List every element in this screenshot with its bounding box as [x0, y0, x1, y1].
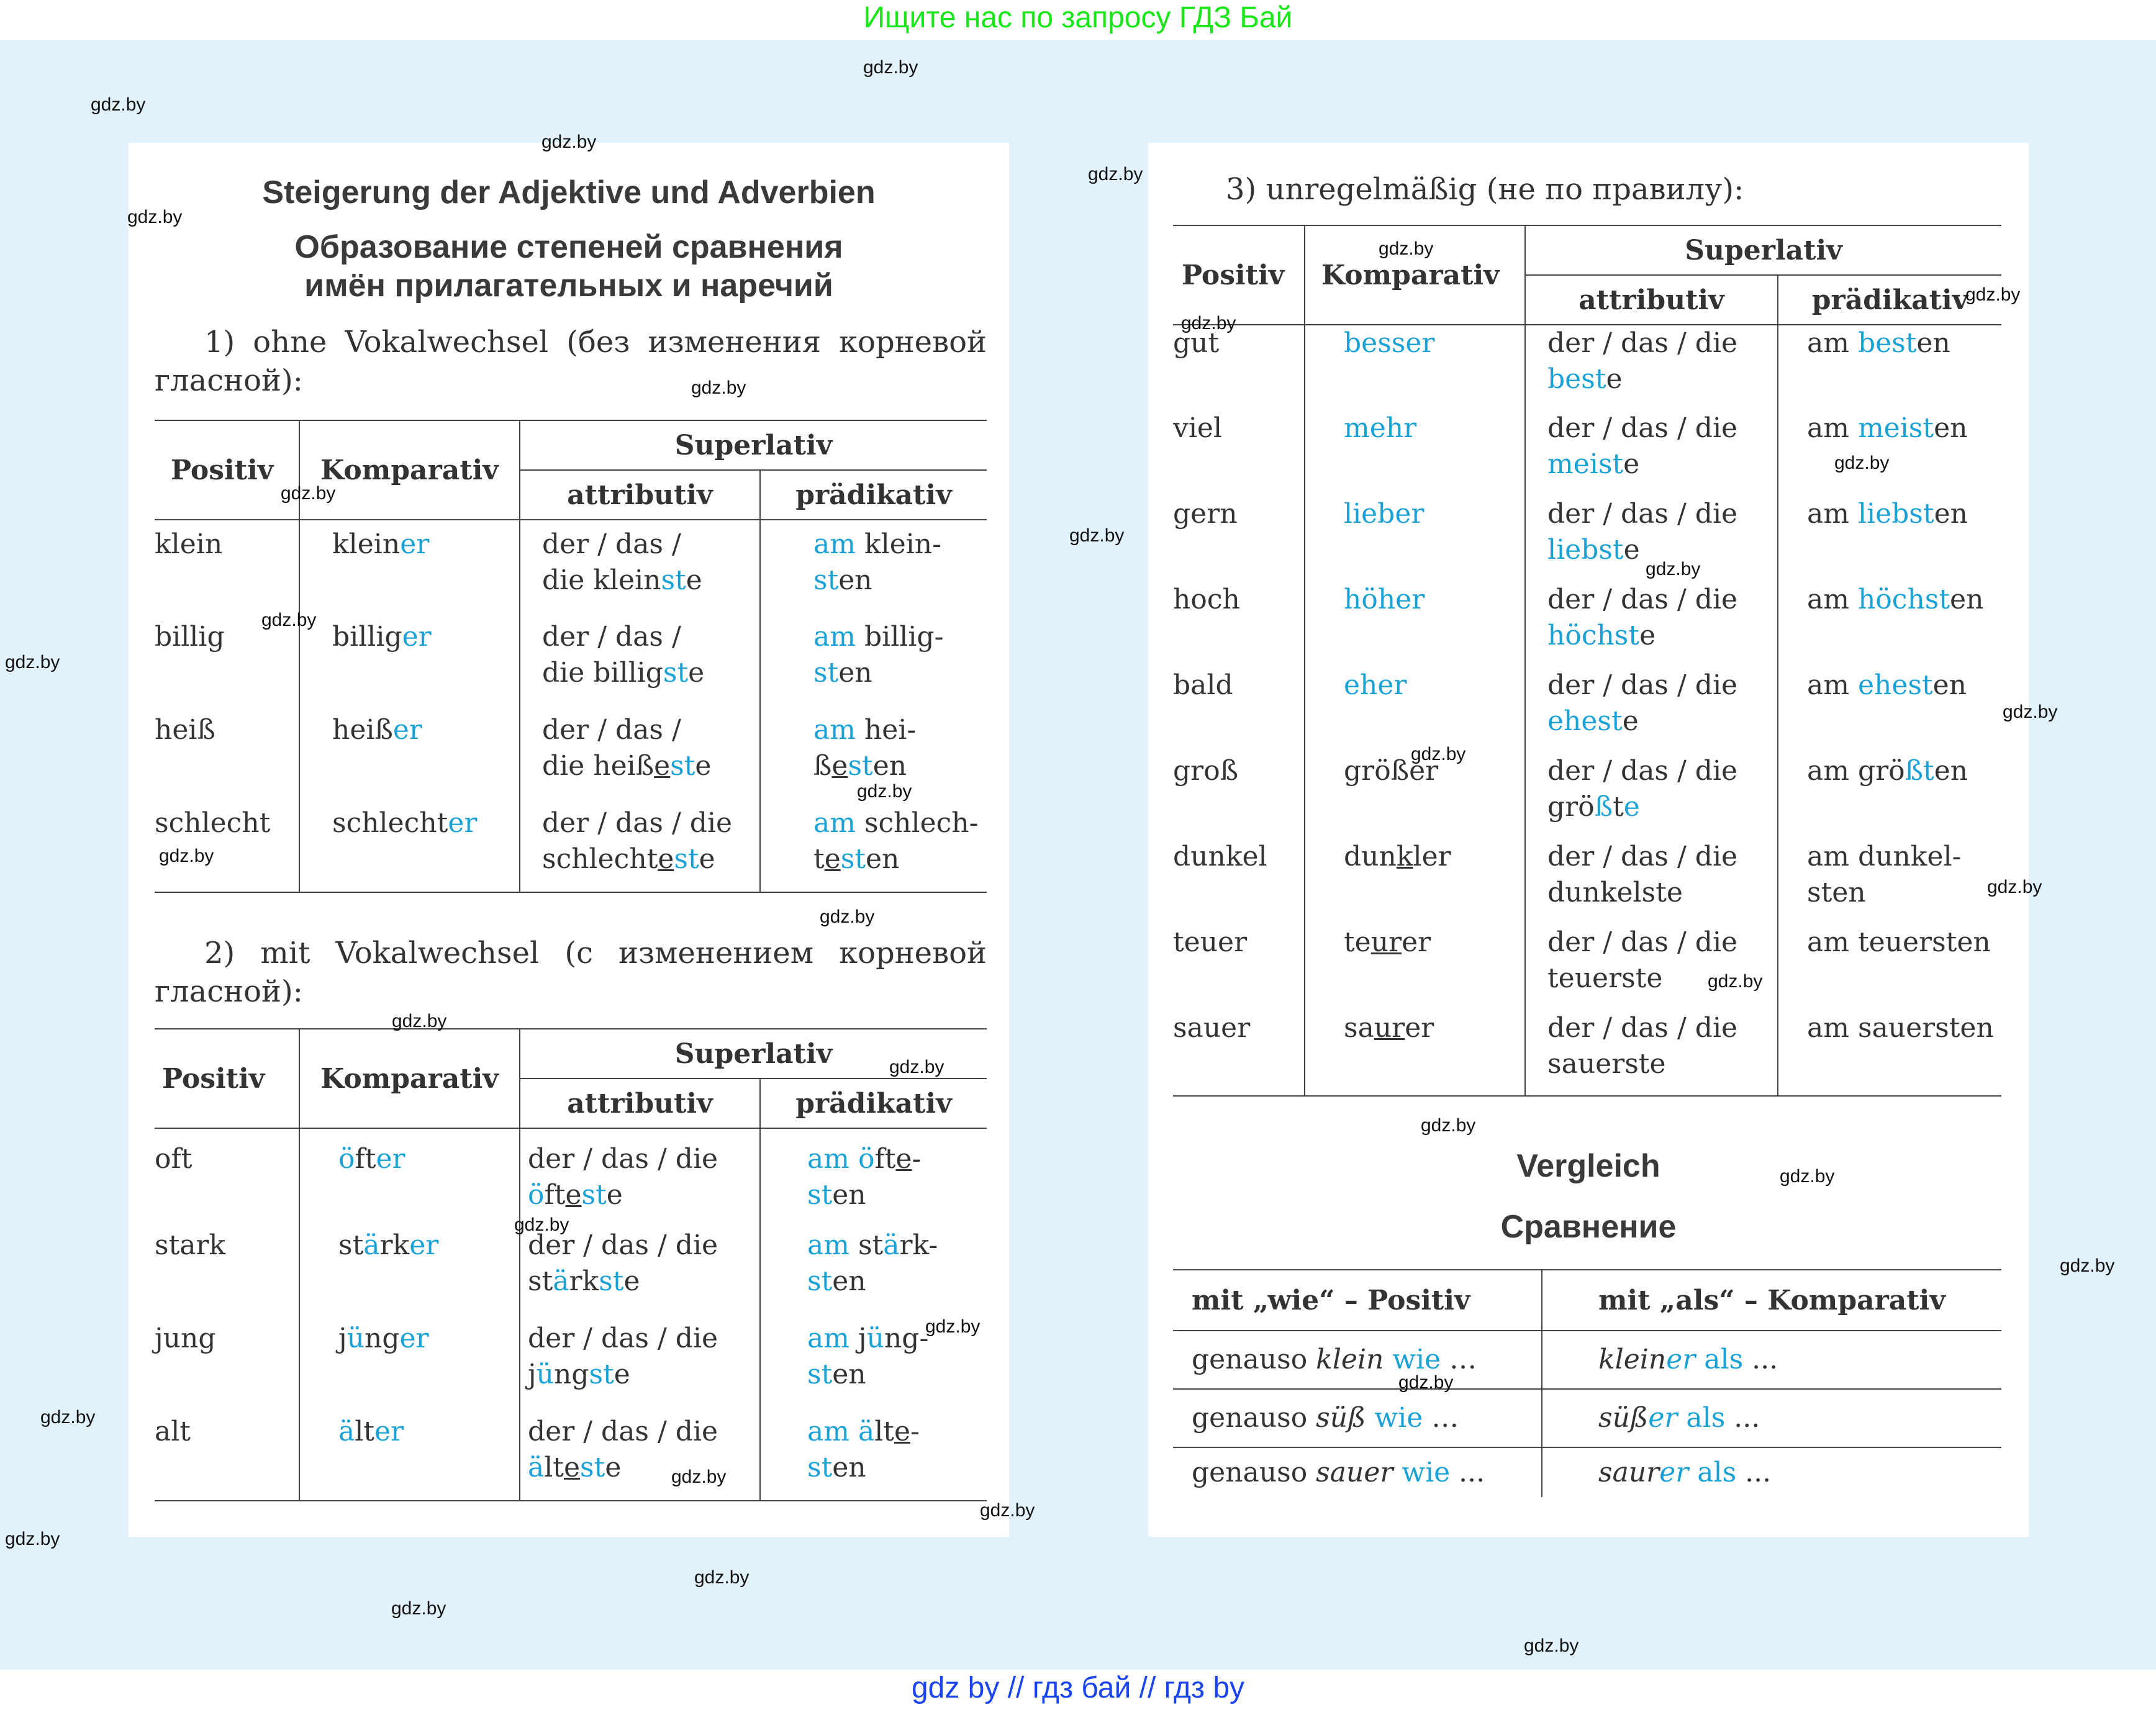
table-row: schlecht schlechter der / das / die schlechteste am schlech- testen — [155, 799, 987, 892]
watermark: gdz.by — [857, 781, 912, 802]
section3-heading: 3) unregelmäßig (не по правилу): — [1226, 172, 1744, 207]
header-positiv: Positiv — [155, 420, 299, 520]
table-row: gern lieber der / das / die liebste am liebsten — [1173, 496, 2001, 582]
watermark: gdz.by — [889, 1057, 944, 1077]
table-row: dunkel dunkler der / das / die dunkelste am dunkel- sten — [1173, 839, 2001, 925]
left-page — [129, 143, 1009, 1537]
watermark: gdz.by — [1965, 284, 2021, 305]
table-row: genauso klein wie … kleiner als ... — [1173, 1331, 2001, 1389]
watermark: gdz.by — [691, 378, 746, 398]
watermark: gdz.by — [1987, 877, 2042, 897]
watermark: gdz.by — [1379, 238, 1434, 259]
table-mit-vokalwechsel — [155, 1028, 987, 1501]
table-unregelmaessig — [1173, 225, 2001, 1097]
header-attributiv: attributiv — [520, 470, 760, 520]
header-superlativ: Superlativ — [520, 1029, 987, 1079]
header-superlativ: Superlativ — [520, 420, 987, 470]
title-russian-line2: имён прилагательных и наречий — [304, 268, 833, 304]
header-superlativ: Superlativ — [1525, 225, 2001, 275]
watermark: gdz.by — [261, 610, 317, 630]
section2-heading: 2) mit Vokalwechsel (с изменением корневой гласной): — [155, 936, 987, 1009]
top-banner: Ищите нас по запросу ГДЗ Бай — [863, 1, 1293, 34]
watermark: gdz.by — [863, 57, 918, 78]
table-row: bald eher der / das / die eheste am ehesten — [1173, 667, 2001, 753]
watermark: gdz.by — [1398, 1372, 1454, 1393]
watermark: gdz.by — [91, 94, 146, 115]
bottom-footer: gdz by // гдз бай // гдз by — [911, 1672, 1245, 1704]
watermark: gdz.by — [820, 907, 875, 927]
title-russian-line1: Образование степеней сравнения — [294, 229, 843, 265]
watermark: gdz.by — [1421, 1115, 1476, 1136]
vergleich-title-russian: Сравнение — [1500, 1209, 1677, 1245]
table-row: stark stärker der / das / die stärkste am stärk- sten — [155, 1221, 987, 1314]
watermark: gdz.by — [1088, 164, 1143, 184]
watermark: gdz.by — [980, 1500, 1035, 1521]
watermark: gdz.by — [1646, 559, 1701, 579]
table-row: viel mehr der / das / die meiste am meisten — [1173, 410, 2001, 496]
header-komparativ: Komparativ — [299, 420, 520, 520]
watermark: gdz.by — [5, 1529, 60, 1549]
watermark: gdz.by — [694, 1567, 750, 1588]
table-ohne-vokalwechsel — [155, 420, 987, 893]
watermark: gdz.by — [1834, 453, 1890, 473]
header-praedikativ: prädikativ — [760, 1079, 987, 1128]
table-row: genauso sauer wie ... saurer als ... — [1173, 1447, 2001, 1497]
table-row: genauso süß wie … süßer als ... — [1173, 1389, 2001, 1447]
vergleich-title: Vergleich — [1516, 1148, 1660, 1184]
watermark: gdz.by — [1708, 971, 1763, 992]
watermark: gdz.by — [1411, 744, 1466, 764]
table-row: sauer saurer der / das / die sauerste am sauersten — [1173, 1010, 2001, 1096]
header-praedikativ: prädikativ — [760, 470, 987, 520]
table-row: heiß heißer der / das / die heißeste am hei- ßesten — [155, 706, 987, 799]
watermark: gdz.by — [1069, 525, 1125, 546]
watermark: gdz.by — [541, 132, 597, 152]
watermark: gdz.by — [2003, 702, 2058, 722]
table-vergleich — [1173, 1269, 2001, 1497]
table-row: groß größer der / das / die größte am größten — [1173, 753, 2001, 839]
right-page — [1148, 143, 2029, 1537]
watermark: gdz.by — [159, 846, 214, 866]
watermark: gdz.by — [281, 483, 336, 504]
watermark: gdz.by — [1181, 313, 1236, 333]
watermark: gdz.by — [5, 652, 60, 672]
header-komparativ: Komparativ — [1305, 225, 1525, 325]
watermark: gdz.by — [925, 1316, 981, 1337]
header-komparativ: Komparativ — [299, 1029, 520, 1128]
title-german: Steigerung der Adjektive und Adverbien — [262, 174, 876, 210]
section1-heading: 1) ohne Vokalwechsel (без изменения корневой гласной): — [155, 325, 987, 398]
watermark: gdz.by — [514, 1215, 569, 1235]
watermark: gdz.by — [127, 207, 183, 227]
watermark: gdz.by — [671, 1467, 727, 1487]
watermark: gdz.by — [40, 1407, 96, 1427]
header-attributiv: attributiv — [520, 1079, 760, 1128]
watermark: gdz.by — [1524, 1635, 1579, 1656]
table-row: jung jünger der / das / die jüngste am jüng- sten — [155, 1314, 987, 1408]
header-mit-wie: mit „wie“ – Positiv — [1173, 1270, 1542, 1331]
header-praedikativ: prädikativ — [1778, 275, 2001, 325]
table-row: alt älter der / das / die älteste am älte- sten — [155, 1408, 987, 1501]
table-row: gut besser der / das / die beste am besten — [1173, 325, 2001, 410]
watermark: gdz.by — [392, 1011, 447, 1031]
watermark: gdz.by — [2060, 1255, 2115, 1276]
table-row: teuer teurer der / das / die teuerste am teuersten — [1173, 925, 2001, 1010]
watermark: gdz.by — [1780, 1166, 1835, 1187]
watermark: gdz.by — [391, 1598, 446, 1619]
table-row: billig billiger der / das / die billigste am billig- sten — [155, 613, 987, 706]
header-attributiv: attributiv — [1525, 275, 1778, 325]
table-row: hoch höher der / das / die höchste am höchsten — [1173, 582, 2001, 667]
header-positiv: Positiv — [1173, 225, 1305, 325]
table-row: oft öfter der / das / die öfteste am öfte- sten — [155, 1128, 987, 1221]
header-positiv: Positiv — [155, 1029, 299, 1128]
table-row: klein kleiner der / das / die kleinste am klein- sten — [155, 520, 987, 613]
header-mit-als: mit „als“ – Komparativ — [1542, 1270, 2001, 1331]
